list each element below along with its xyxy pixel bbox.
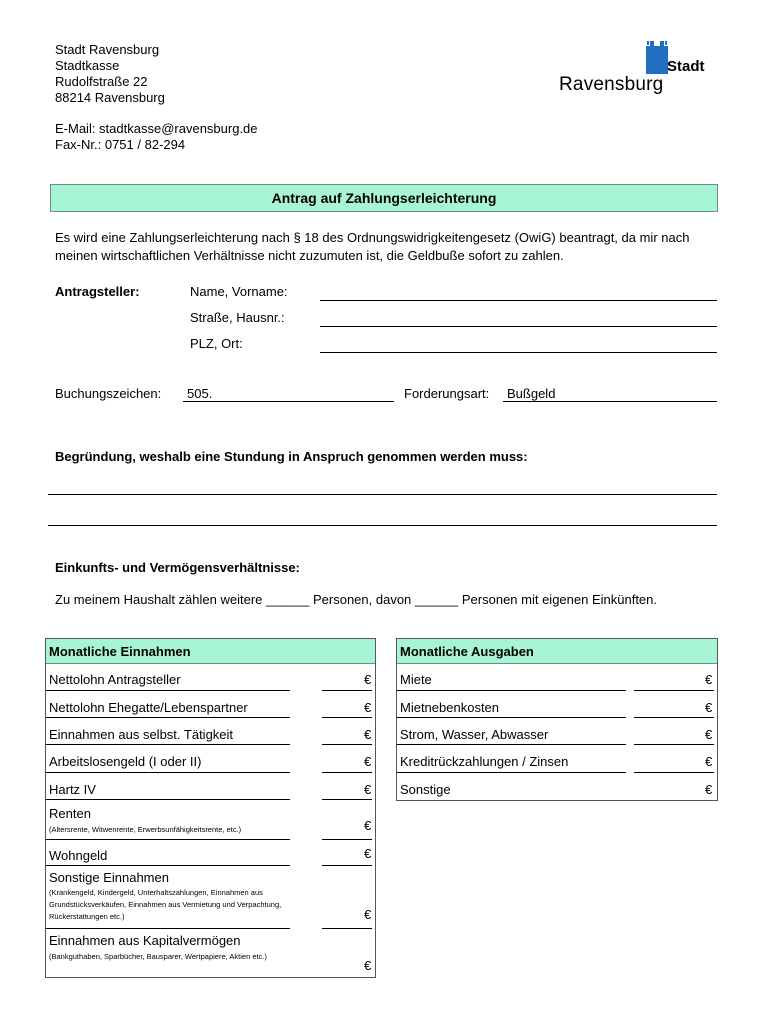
table-row [397,719,717,746]
euro-sign: € [364,907,372,922]
euro-sign: € [705,782,713,797]
table-row [397,746,717,774]
euro-sign: € [705,672,713,687]
email-text: E-Mail: stadtkasse@ravensburg.de [55,121,258,136]
income-row-note: (Altersrente, Witwenrente, Erwerbsunfähigkeitsrente, etc.) [49,825,242,834]
income-row-label: Einnahmen aus selbst. Tätigkeit [49,727,234,742]
income-row-label: Einnahmen aus Kapitalvermögen [49,933,241,948]
reason-heading: Begründung, weshalb eine Stundung in Anspruch genommen werden muss: [55,449,528,464]
expense-amount-field[interactable] [634,744,714,745]
claim-type-label: Forderungsart: [404,386,490,401]
ravensburg-logo [556,38,726,100]
name-field[interactable] [320,300,717,301]
form-title: Antrag auf Zahlungserleichterung [50,184,718,212]
income-amount-field[interactable] [322,717,372,718]
city-field[interactable] [320,352,717,353]
euro-sign: € [364,672,372,687]
income-row-label: Renten [49,806,91,821]
applicant-label: Antragsteller: [55,284,140,299]
reason-line-1[interactable] [48,494,717,495]
expense-row-label: Kreditrückzahlungen / Zinsen [400,754,569,769]
income-row-label: Arbeitslosengeld (I oder II) [49,754,202,769]
income-amount-field[interactable] [322,772,372,773]
expense-amount-field[interactable] [634,690,714,691]
booking-label: Buchungszeichen: [55,386,162,401]
address-line-2: Stadtkasse [55,58,120,73]
expense-row-label: Strom, Wasser, Abwasser [400,727,549,742]
table-row [46,867,375,930]
contact-info [55,121,258,153]
expense-row-label: Sonstige [400,782,451,797]
address-line-4: 88214 Ravensburg [55,90,165,105]
income-heading: Einkunfts- und Vermögensverhältnisse: [55,560,300,575]
expense-row-label: Mietnebenkosten [400,700,500,715]
euro-sign: € [705,700,713,715]
income-amount-field[interactable] [322,865,372,866]
fax-text: Fax-Nr.: 0751 / 82-294 [55,137,186,152]
table-row [397,692,717,719]
income-row-label: Nettolohn Antragsteller [49,672,181,687]
street-label: Straße, Hausnr.: [190,310,285,325]
expense-table [396,638,718,801]
name-label: Name, Vorname: [190,284,288,299]
income-amount-field[interactable] [322,690,372,691]
street-field[interactable] [320,326,717,327]
euro-sign: € [364,958,372,973]
address-line-1: Stadt Ravensburg [55,42,160,57]
claim-type-field[interactable]: Bußgeld [503,386,717,402]
logo-word-ravensburg: Ravensburg [559,74,664,95]
expense-amount-field[interactable] [634,772,714,773]
euro-sign: € [705,727,713,742]
income-row-note: (Bankguthaben, Sparbücher, Bausparer, Wertpapiere, Aktien etc.) [49,952,267,961]
income-table-header: Monatliche Einnahmen [46,639,375,664]
table-row [46,930,375,977]
city-label: PLZ, Ort: [190,336,243,351]
sender-address [55,42,165,106]
expense-amount-field[interactable] [634,717,714,718]
income-row-note: (Krankengeld, Kindergeld, Unterhaltszahlungen, Einnahmen aus Grundstücksverkäufen, Einnahmen aus Vermietung und Verpachtung, Rückerstattungen etc.) [49,888,282,921]
euro-sign: € [364,846,372,861]
table-row [46,774,375,801]
euro-sign: € [364,727,372,742]
euro-sign: € [364,700,372,715]
euro-sign: € [364,754,372,769]
logo-word-stadt: Stadt [667,58,705,75]
euro-sign: € [364,782,372,797]
table-row [46,746,375,774]
address-line-3: Rudolfstraße 22 [55,74,148,89]
income-amount-field[interactable] [322,744,372,745]
euro-sign: € [705,754,713,769]
table-row [397,665,717,692]
booking-field[interactable]: 505. [183,386,394,402]
household-text: Zu meinem Haushalt zählen weitere ______ Personen, davon ______ Personen mit eigenen Einkünften. [55,592,658,607]
income-row-label: Nettolohn Ehegatte/Lebenspartner [49,700,248,715]
income-amount-field[interactable] [322,839,372,840]
reason-line-2[interactable] [48,525,717,526]
income-row-label: Hartz IV [49,782,96,797]
table-row [46,692,375,719]
income-row-label: Wohngeld [49,848,108,863]
table-row [46,841,375,867]
intro-paragraph: Es wird eine Zahlungserleichterung nach § 18 des Ordnungswidrigkeitengesetz (OwiG) beantragt, da mir nach meinen wirtschaftlichen Verhältnisse nicht zuzumuten ist, die Geldbuße sofort zu zahlen. [55,230,690,263]
expense-table-header: Monatliche Ausgaben [397,639,717,664]
table-row [46,665,375,692]
income-table [45,638,376,978]
table-row [46,801,375,841]
euro-sign: € [364,818,372,833]
income-row-label: Sonstige Einnahmen [49,870,169,885]
income-amount-field[interactable] [322,799,372,800]
income-amount-field[interactable] [322,928,372,929]
expense-row-label: Miete [400,672,432,687]
table-row [46,719,375,746]
table-row [397,774,717,800]
